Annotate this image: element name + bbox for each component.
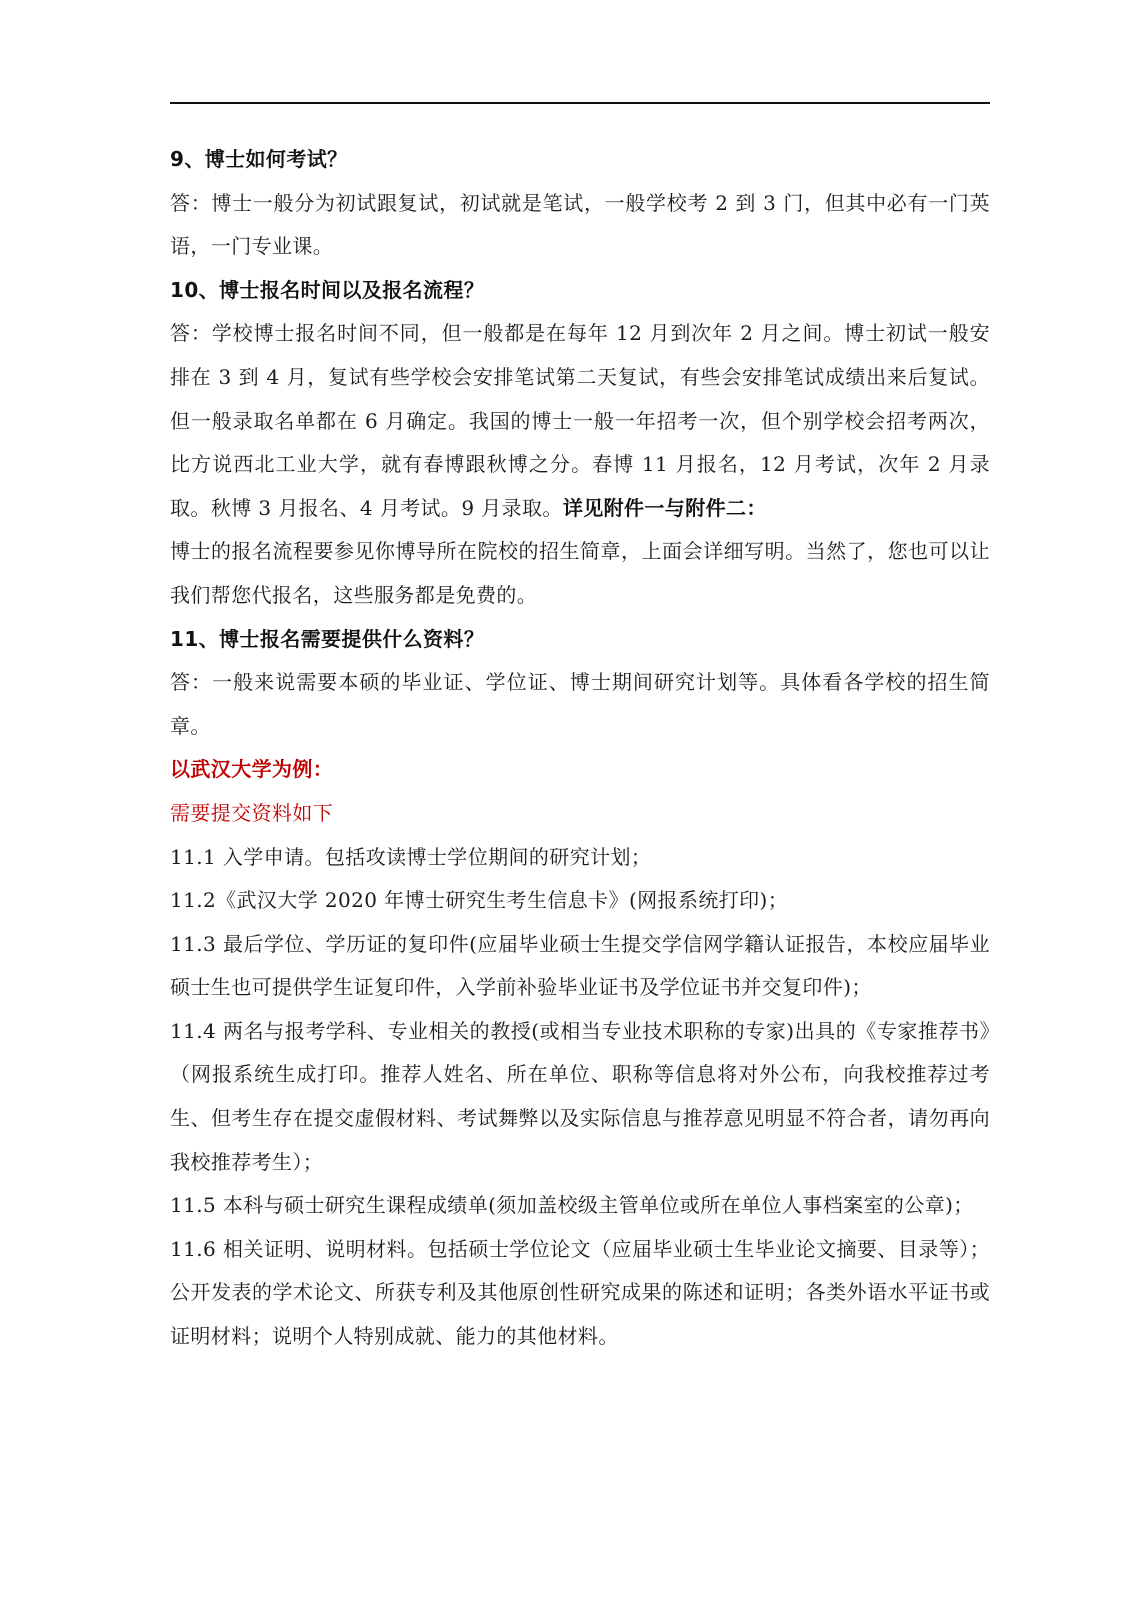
material-item: 11.5 本科与硕士研究生课程成绩单(须加盖校级主管单位或所在单位人事档案室的公章)； <box>170 1193 974 1218</box>
document-body <box>170 138 990 1359</box>
question-10-answer-continued: 博士的报名流程要参见你博导所在院校的招生简章，上面会详细写明。当然了，您也可以让我们帮您代报名，这些服务都是免费的。 <box>170 539 990 607</box>
material-item: 11.4 两名与报考学科、专业相关的教授(或相当专业技术职称的专家)出具的《专家推荐书》（网报系统生成打印。推荐人姓名、所在单位、职称等信息将对外公布，向我校推荐过考生、但考生存在提交虚假材料、考试舞弊以及实际信息与推荐意见明显不符合者，请勿再向我校推荐考生）； <box>170 1018 990 1174</box>
header-rule <box>170 102 990 104</box>
example-title: 以武汉大学为例： <box>170 757 334 782</box>
question-10-answer <box>170 312 990 530</box>
material-item: 11.2《武汉大学 2020 年博士研究生考生信息卡》(网报系统打印)； <box>170 888 789 913</box>
question-9-answer: 答：博士一般分为初试跟复试，初试就是笔试，一般学校考 2 到 3 门，但其中必有一门英语，一门专业课。 <box>170 190 990 259</box>
question-11-heading: 11、博士报名需要提供什么资料？ <box>170 626 485 651</box>
material-item: 11.6 相关证明、说明材料。包括硕士学位论文（应届毕业硕士生毕业论文摘要、目录等）；公开发表的学术论文、所获专利及其他原创性研究成果的陈述和证明；各类外语水平证书或证明材料；说明个人特别成就、能力的其他材料。 <box>170 1236 990 1349</box>
question-10-answer-text: 答：学校博士报名时间不同，但一般都是在每年 12 月到次年 2 月之间。博士初试一般安排在 3 到 4 月，复试有些学校会安排笔试第二天复试，有些会安排笔试成绩出来后复试。但一般录取名单都在 6 月确定。我国的博士一般一年招考一次，但个别学校会招考两次，比方说西北工业大学，就有春博跟秋博之分。春博 11 月报名，12 月考试，次年 2 月录取。秋博 3 月报名、4 月考试。9 月录取。 <box>170 321 990 520</box>
question-9-heading: 9、博士如何考试？ <box>170 147 348 171</box>
attachment-reference: 详见附件一与附件二： <box>562 495 767 520</box>
question-10-heading: 10、博士报名时间以及报名流程？ <box>170 277 485 302</box>
question-11-answer: 答：一般来说需要本硕的毕业证、学位证、博士期间研究计划等。具体看各学校的招生简章。 <box>170 670 990 738</box>
materials-title: 需要提交资料如下 <box>170 800 334 825</box>
material-item: 11.3 最后学位、学历证的复印件(应届毕业硕士生提交学信网学籍认证报告，本校应届毕业硕士生也可提供学生证复印件，入学前补验毕业证书及学位证书并交复印件)； <box>170 931 990 1000</box>
material-item: 11.1 入学申请。包括攻读博士学位期间的研究计划； <box>170 844 652 869</box>
